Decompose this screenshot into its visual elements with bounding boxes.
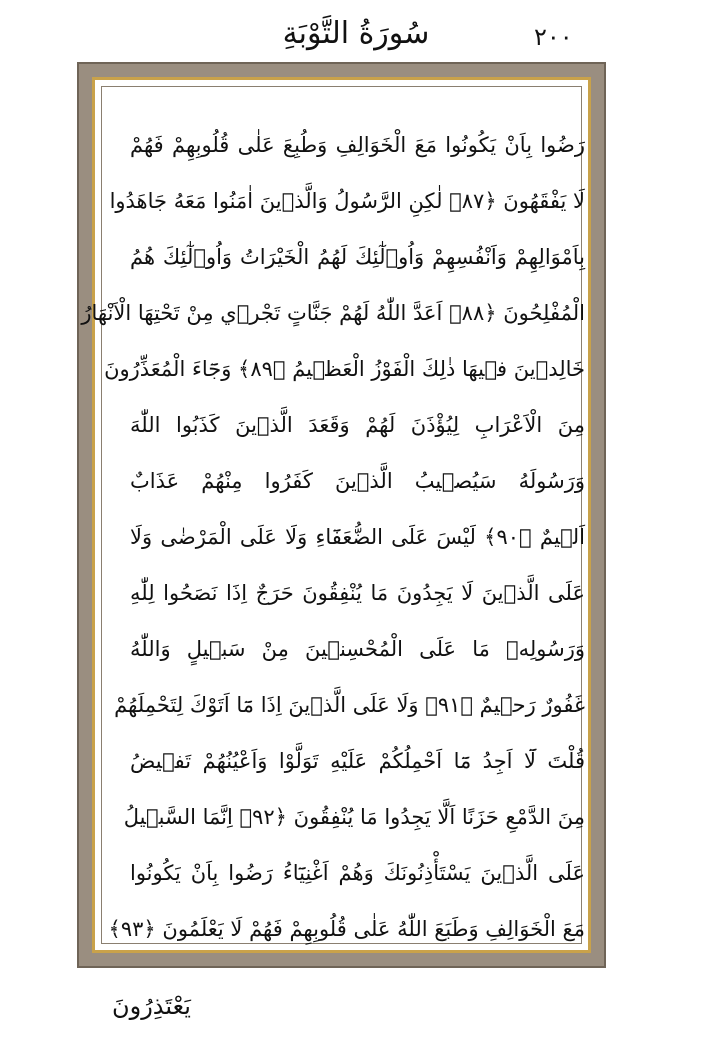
text-line: مِنَ الْاَعْرَابِ لِيُؤْذَنَ لَهُمْ وَقَعَدَ الَّذ۪ينَ كَذَبُوا اللّٰهَ xyxy=(130,413,585,437)
text-line: مِنَ الدَّمْعِ حَزَنًا اَلَّا يَجِدُوا مَا يُنْفِقُونَ ﴿٩٢﴾ اِنَّمَا السَّب۪يلُ xyxy=(123,805,585,829)
page-frame xyxy=(77,62,606,968)
text-line: وَرَسُولِه۪ مَا عَلَى الْمُحْسِن۪ينَ مِنْ سَب۪يلٍ وَاللّٰهُ xyxy=(130,637,585,661)
text-line: بِاَمْوَالِهِمْ وَاَنْفُسِهِمْ وَاُو۬لٰٓئِكَ لَهُمُ الْخَيْرَاتُ وَاُو۬لٰٓئِكَ هُمُ xyxy=(130,245,585,269)
frame-gold-border xyxy=(81,77,591,953)
text-line: وَرَسُولَهُ سَيُص۪يبُ الَّذ۪ينَ كَفَرُوا مِنْهُمْ عَذَابٌ xyxy=(130,469,585,493)
text-line: لَا يَفْقَهُونَ ﴿٨٧﴾ لٰكِنِ الرَّسُولُ وَالَّذ۪ينَ اٰمَنُوا مَعَهُ جَاهَدُوا xyxy=(109,189,585,213)
text-line: عَلَى الَّذ۪ينَ يَسْتَأْذِنُونَكَ وَهُمْ اَغْنِيَٓاءُ رَضُوا بِاَنْ يَكُونُوا xyxy=(130,861,585,885)
catchword: يَعْتَذِرُونَ xyxy=(112,992,191,1020)
text-line: مَعَ الْخَوَالِفِ وَطَبَعَ اللّٰهُ عَلٰى قُلُوبِهِمْ فَهُمْ لَا يَعْلَمُونَ ﴿٩٣﴾ xyxy=(108,917,585,941)
text-line: اَل۪يمٌ ﴿٩٠﴾ لَيْسَ عَلَى الضُّعَفَٓاءِ وَلَا عَلَى الْمَرْضٰى وَلَا xyxy=(130,525,585,549)
text-line: غَفُورٌ رَح۪يمٌ ﴿٩١﴾ وَلَا عَلَى الَّذ۪ينَ اِذَا مَٓا اَتَوْكَ لِتَحْمِلَهُمْ xyxy=(114,693,585,717)
text-line: الْمُفْلِحُونَ ﴿٨٨﴾ اَعَدَّ اللّٰهُ لَهُمْ جَنَّاتٍ تَجْر۪ي مِنْ تَحْتِهَا الْاَنْهَارُ xyxy=(81,301,585,325)
text-line: خَالِد۪ينَ ف۪يهَا ذٰلِكَ الْفَوْزُ الْعَظ۪يمُ ﴿٨٩﴾ وَجَٓاءَ الْمُعَذِّرُونَ xyxy=(104,357,585,381)
page-header xyxy=(0,0,705,62)
surah-title: سُورَةُ التَّوْبَةِ xyxy=(282,16,430,51)
frame-inner-border xyxy=(81,86,585,944)
text-line: رَضُوا بِاَنْ يَكُونُوا مَعَ الْخَوَالِفِ وَطُبِعَ عَلٰى قُلُوبِهِمْ فَهُمْ xyxy=(130,133,585,157)
text-line: عَلَى الَّذ۪ينَ لَا يَجِدُونَ مَا يُنْفِقُونَ حَرَجٌ اِذَا نَصَحُوا لِلّٰهِ xyxy=(130,581,585,605)
text-line: قُلْتَ لَٓا اَجِدُ مَٓا اَحْمِلُكُمْ عَلَيْهِ تَوَلَّوْا وَاَعْيُنُهُمْ تَف۪يضُ xyxy=(130,749,585,773)
page-number: ٢٠٠ xyxy=(534,23,573,51)
quran-text-block xyxy=(81,117,585,941)
